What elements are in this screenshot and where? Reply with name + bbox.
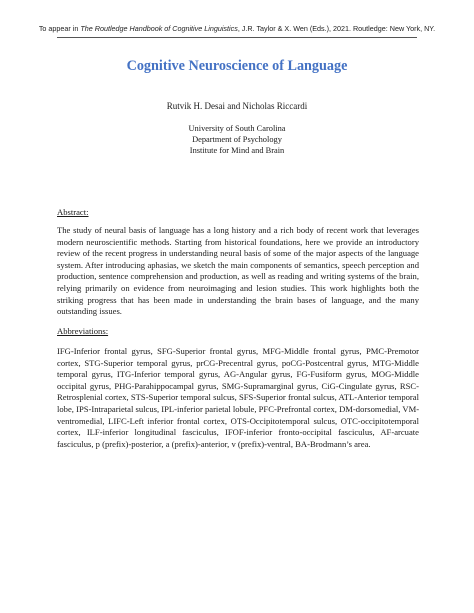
- abbreviations-text: [57, 346, 419, 450]
- abstract-line: outstanding issues.: [57, 306, 122, 317]
- abbreviations-line: IFG-Inferior frontal gyrus, SFG-Superior frontal gyrus, MFG-Middle frontal gyrus, PMC-Premotor: [57, 346, 419, 356]
- publication-note: [0, 24, 474, 33]
- affiliation-university: University of South Carolina: [188, 124, 286, 133]
- abstract-line: striking progress that has been made in understanding the brain bases of language, and the many: [57, 294, 419, 305]
- publication-note-suffix: , J.R. Taylor & X. Wen (Eds.), 2021. Routledge: New York, NY.: [237, 24, 436, 33]
- abstract-text: [57, 225, 419, 318]
- abbreviations-line: temporal gyrus, ITG-Inferior temporal gyrus, AG-Angular gyrus, FG-Fusiform gyrus, MOG-Middle: [57, 369, 419, 380]
- abbreviations-label: Abbreviations:: [57, 326, 109, 336]
- abstract-line: review of the recent progress in understanding neural basis of some of the major aspects of the language: [57, 248, 419, 259]
- abbreviations-line: fasciculus, p (prefix)-posterior, a (prefix)-anterior, v (prefix)-ventral, BA-Brodmann’s area.: [57, 438, 371, 449]
- abstract-line: modern neuroscientific methods. Starting from historical foundations, here we provide an introductory: [57, 236, 419, 247]
- header-divider: [57, 37, 417, 38]
- abbreviations-line: cortex, ILF-inferior longitudinal fasciculus, IFOF-inferior fronto-occipital fasciculus, AF-arcuate: [57, 427, 419, 438]
- affiliation-institute: Institute for Mind and Brain: [189, 146, 285, 155]
- abbreviations-line: occipital gyrus, PHG-Parahippocampal gyrus, SMG-Supramarginal gyrus, CiG-Cingulate gyrus, RSC-: [57, 380, 419, 391]
- abbreviations-line: cortex, STG-Superior temporal gyrus, prCG-Precentral gyrus, poCG-Postcentral gyrus, MTG-Middle: [57, 357, 419, 368]
- publication-note-prefix: To appear in: [38, 24, 81, 33]
- abstract-line: The study of neural basis of language has a long history and a rich body of recent work that leverages: [57, 225, 419, 235]
- affiliation-department: Department of Psychology: [192, 135, 282, 144]
- abstract-line: relying primarily on evidence from neuroimaging and lesion studies. This work highlights both the: [57, 282, 419, 293]
- abbreviations-line: Retrosplenial cortex, STS-Superior temporal sulcus, SFS-Superior frontal sulcus, ATL-Anterior temporal: [57, 392, 419, 403]
- abbreviations-line: ventromedial, LIFC-Left inferior frontal cortex, OTS-Occipitotemporal sulcus, OTC-occipitotemporal: [57, 415, 419, 426]
- abstract-line: production, sentence comprehension and production, as well as reading and writing systems of the brain,: [57, 271, 419, 282]
- abbreviations-line: lobe, IPS-Intraparietal sulcus, IPL-inferior parietal lobule, PFC-Prefrontal cortex, DM-dorsomedial, VM-: [57, 403, 419, 414]
- paper-authors: Rutvik H. Desai and Nicholas Riccardi: [166, 101, 308, 111]
- abstract-label: Abstract:: [57, 207, 89, 217]
- affiliation-block: [0, 123, 474, 156]
- paper-title: Cognitive Neuroscience of Language: [126, 58, 348, 74]
- publication-book-title: The Routledge Handbook of Cognitive Linguistics: [80, 24, 238, 33]
- abstract-line: system. After introducing aphasias, we sketch the main components of semantics, speech perception and: [57, 259, 419, 270]
